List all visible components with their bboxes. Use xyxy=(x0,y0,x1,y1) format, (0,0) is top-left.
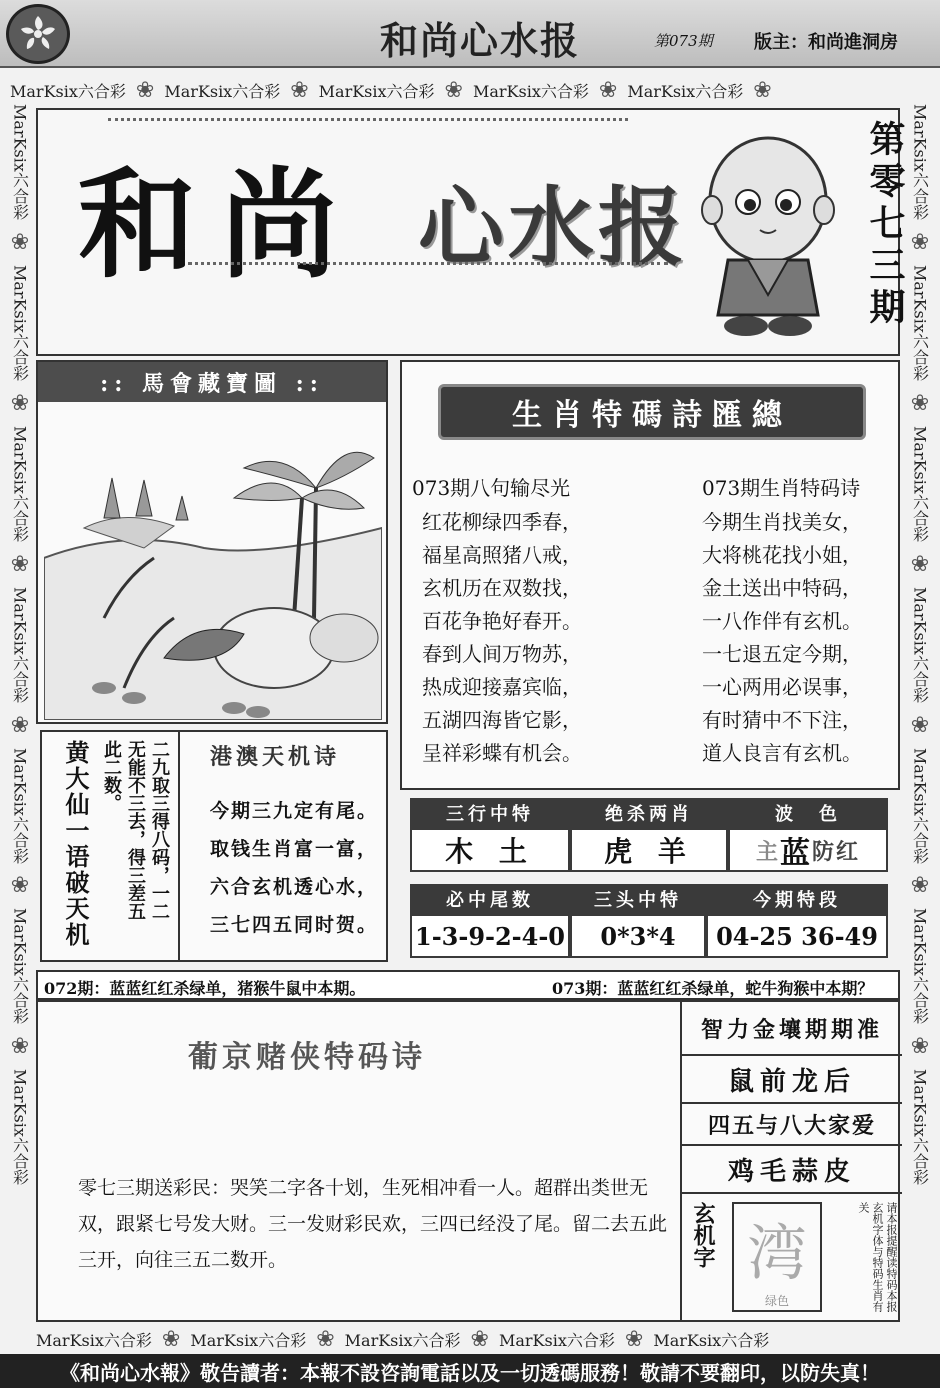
table-cell-text: 蓝 xyxy=(780,836,812,871)
watermark-text: MarKsix六合彩 xyxy=(10,104,30,220)
wave-color-cell xyxy=(728,828,888,872)
watermark-text: MarKsix六合彩 xyxy=(36,1330,152,1350)
period-label: 第零七三期 xyxy=(864,120,906,330)
hk-poem-line: 取钱生肖富一富， xyxy=(210,838,379,860)
sage-column: 二九取三得八码，一二 xyxy=(149,740,170,920)
table-cell: 0*3*4 xyxy=(570,914,706,958)
poem-line: 春到人间万物苏， xyxy=(422,642,582,666)
watermark-text: MarKsix六合彩 xyxy=(498,1330,615,1350)
hk-poem-line: 今期三九定有尾。 xyxy=(210,800,379,822)
flower-icon: ❀ xyxy=(470,1326,489,1352)
table-cell: 04-25 36-49 xyxy=(706,914,888,958)
flower-icon: ❀ xyxy=(624,1326,644,1352)
poem-line: 一八作伴有玄机。 xyxy=(702,609,862,633)
tip-row: 四五与八大家爱 xyxy=(682,1104,902,1146)
watermark-strip-left xyxy=(6,104,34,1344)
footer-notice: 《和尚心水報》敬告讀者：本報不設咨詢電話以及一切透碼服務！敬請不要翻印，以防失真！ xyxy=(0,1354,940,1388)
watermark-text: MarKsix六合彩 xyxy=(910,425,930,542)
table-header: 波 色 xyxy=(728,798,888,828)
hk-poem-title: 港澳天机诗 xyxy=(210,744,341,770)
poem-line: 红花柳绿四季春， xyxy=(422,510,582,534)
table-cell: 虎 羊 xyxy=(570,828,728,872)
table-header: 三行中特 xyxy=(410,798,570,828)
notes-bar xyxy=(36,970,900,1000)
prediction-table xyxy=(410,798,888,962)
flower-icon: ❀ xyxy=(7,390,33,416)
flower-icon: ❀ xyxy=(7,1034,33,1060)
flower-icon: ❀ xyxy=(290,77,309,103)
poem-line: 大将桃花找小姐， xyxy=(702,543,862,567)
flower-icon: ❀ xyxy=(7,229,33,255)
tip-row: 鼠前龙后 xyxy=(682,1056,902,1104)
flower-icon: ❀ xyxy=(907,873,933,899)
header-issue: 第073期 xyxy=(654,32,713,50)
flower-icon: ❀ xyxy=(907,712,933,738)
table-header: 必中尾数 xyxy=(410,884,570,914)
xuanji-note: 绿色 xyxy=(764,1293,789,1308)
watermark-text: MarKsix六合彩 xyxy=(10,586,30,703)
watermark-text: MarKsix六合彩 xyxy=(472,81,589,101)
monk-mascot-icon xyxy=(698,130,838,340)
poem-line: 福星高照猪八戒， xyxy=(422,543,582,567)
poem-right-body xyxy=(702,506,898,770)
hk-poem-body xyxy=(210,792,386,944)
flower-icon: ❀ xyxy=(907,390,933,416)
table-cell-text: 防红 xyxy=(812,838,861,865)
masthead xyxy=(36,108,906,356)
sage-title: 黄大仙一语破天机 xyxy=(61,740,90,948)
xuanji-description: 请本报提醒读特码本报玄机字体与特码生肖有关 xyxy=(857,1202,898,1312)
poem-left-heading: 073期八句输尽光 xyxy=(412,476,571,500)
flower-icon: ❀ xyxy=(753,77,772,103)
flower-icon: ❀ xyxy=(316,1326,335,1352)
flower-icon: ❀ xyxy=(7,873,33,899)
watermark-text: MarKsix六合彩 xyxy=(10,908,30,1025)
table-header: 今期特段 xyxy=(706,884,888,914)
watermark-text: MarKsix六合彩 xyxy=(910,1069,930,1186)
flower-icon: ❀ xyxy=(907,1034,933,1060)
watermark-text: MarKsix六合彩 xyxy=(910,747,930,864)
flower-icon: ❀ xyxy=(161,1326,181,1352)
vine-decoration xyxy=(188,262,668,276)
treasure-map-illustration xyxy=(44,408,382,720)
hk-poem-line: 六合玄机透心水， xyxy=(210,876,379,898)
watermark-strip-bottom xyxy=(36,1326,902,1352)
header-title: 和尚心水报 xyxy=(380,18,581,63)
poem-line: 一七退五定今期， xyxy=(702,642,862,666)
table-cell-text: 主 xyxy=(755,838,780,865)
watermark-text: MarKsix六合彩 xyxy=(627,81,744,101)
tip-row: 鸡毛蒜皮 xyxy=(682,1146,902,1194)
watermark-text: MarKsix六合彩 xyxy=(10,81,126,101)
watermark-text: MarKsix六合彩 xyxy=(318,81,435,101)
watermark-text: MarKsix六合彩 xyxy=(344,1330,461,1350)
poem-line: 呈祥彩蝶有机会。 xyxy=(422,741,582,765)
poem-line: 道人良言有玄机。 xyxy=(702,741,862,765)
watermark-text: MarKsix六合彩 xyxy=(10,264,30,381)
poem-right-heading: 073期生肖特码诗 xyxy=(702,476,861,500)
sage-panel xyxy=(40,730,388,962)
sage-column: 无能不三去，得三差五 xyxy=(125,740,146,920)
header-bar xyxy=(0,0,940,68)
bottom-panel xyxy=(36,1000,900,1322)
poem-summary-panel xyxy=(400,360,900,790)
xuanji-box xyxy=(732,1202,822,1312)
watermark-text: MarKsix六合彩 xyxy=(190,1330,307,1350)
header-editor: 版主：和尚進洞房 xyxy=(754,32,898,53)
watermark-text: MarKsix六合彩 xyxy=(910,586,930,703)
flower-icon: ❀ xyxy=(7,551,33,577)
hk-poem-line: 三七四五同时贺。 xyxy=(210,914,379,936)
watermark-text: MarKsix六合彩 xyxy=(910,264,930,381)
note-previous: 072期：蓝蓝红红杀绿单，猪猴牛鼠中本期。 xyxy=(44,979,366,998)
gambler-poem-text: 零七三期送彩民：哭笑二字各十划，生死相冲看一人。超群出类世无双，跟紧七号发大财。三一发财彩民欢，三四已经没了尾。留二去五此三开，向往三五二数开。 xyxy=(78,1177,668,1271)
poem-line: 金土送出中特码， xyxy=(702,576,862,600)
treasure-map-title: :: 馬會藏寶圖 :: xyxy=(38,362,386,402)
masthead-title-main: 和尚 xyxy=(78,155,363,294)
watermark-text: MarKsix六合彩 xyxy=(164,81,281,101)
watermark-strip-top xyxy=(10,76,930,104)
table-cell: 木 土 xyxy=(410,828,570,872)
poem-line: 五湖四海皆它影， xyxy=(422,708,582,732)
table-cell: 1-3-9-2-4-0 xyxy=(410,914,570,958)
flower-icon: ❀ xyxy=(907,229,933,255)
watermark-text: MarKsix六合彩 xyxy=(10,425,30,542)
flower-icon: ❀ xyxy=(7,712,33,738)
divider xyxy=(178,732,180,960)
masthead-title-sub: 心水报 xyxy=(418,177,688,278)
flower-icon: ❀ xyxy=(907,551,933,577)
xuanji-char: 湾 xyxy=(747,1218,807,1289)
flower-icon: ❀ xyxy=(444,77,463,103)
poem-line: 热成迎接嘉宾临， xyxy=(422,675,582,699)
watermark-text: MarKsix六合彩 xyxy=(653,1330,770,1350)
poem-line: 百花争艳好春开。 xyxy=(422,609,582,633)
poem-left-body xyxy=(422,506,632,770)
watermark-text: MarKsix六合彩 xyxy=(910,908,930,1025)
note-current: 073期：蓝蓝红红杀绿单，蛇牛狗猴中本期？ xyxy=(552,979,874,998)
treasure-map-panel xyxy=(36,360,388,724)
gambler-poem-title: 葡京赌侠特码诗 xyxy=(188,1040,426,1075)
poem-summary-title: 生肖特碼詩匯總 xyxy=(438,384,866,440)
tips-column xyxy=(680,1002,902,1322)
watermark-text: MarKsix六合彩 xyxy=(910,104,930,220)
watermark-text: MarKsix六合彩 xyxy=(10,1069,30,1186)
tip-row: 智力金壤期期准 xyxy=(682,1002,902,1056)
table-header: 绝杀两肖 xyxy=(570,798,728,828)
flower-icon: ❀ xyxy=(135,77,155,103)
flower-icon: ❀ xyxy=(598,77,618,103)
xuanji-label: 玄机字 xyxy=(690,1202,716,1268)
poem-line: 今期生肖找美女， xyxy=(702,510,862,534)
poem-line: 一心两用必误事， xyxy=(702,675,862,699)
poem-line: 玄机历在双数找， xyxy=(422,576,582,600)
sage-column: 此二数。 xyxy=(101,740,122,812)
watermark-text: MarKsix六合彩 xyxy=(10,747,30,864)
table-header: 三头中特 xyxy=(570,884,706,914)
bauhinia-logo-icon xyxy=(6,4,70,64)
poem-line: 有时猜中不下注， xyxy=(702,708,862,732)
